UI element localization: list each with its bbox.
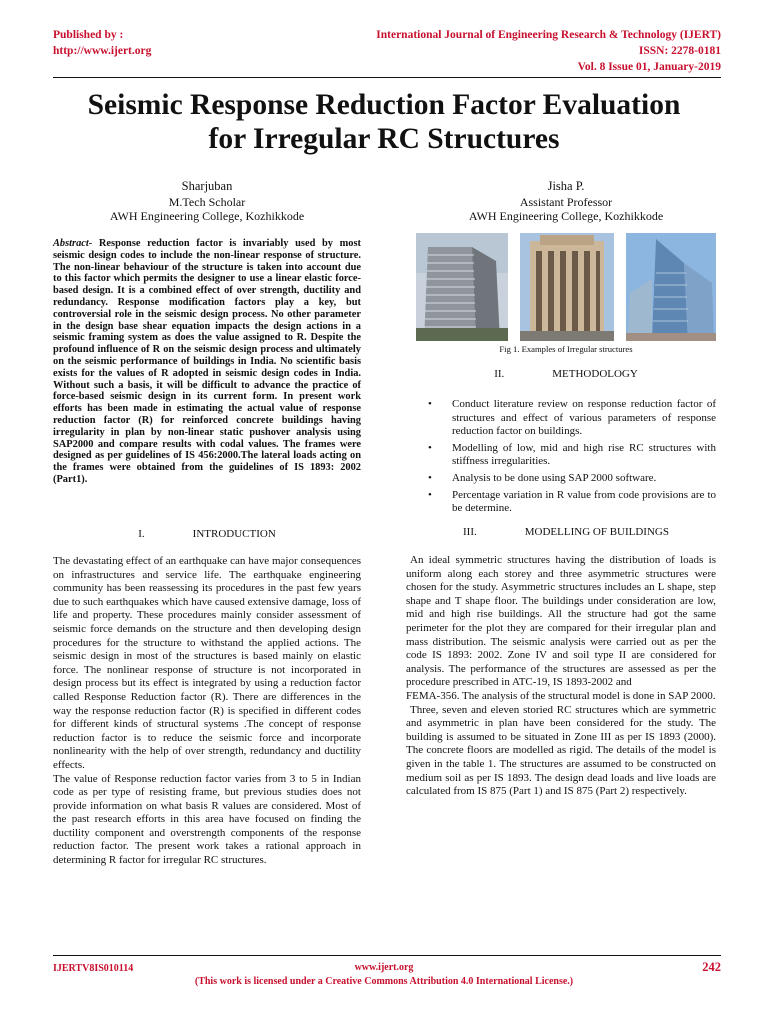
section-title: MODELLING OF BUILDINGS	[524, 526, 669, 538]
section-title: METHODOLOGY	[552, 368, 638, 380]
modelling-body	[406, 554, 716, 799]
abstract-label: Abstract-	[53, 238, 93, 249]
author-role: M.Tech Scholar	[168, 194, 246, 209]
footer-divider	[53, 955, 721, 956]
building-photo-2	[520, 233, 614, 341]
building-1-image	[416, 233, 508, 341]
license-note: (This work is licensed under a Creative Commons Attribution 4.0 International License.)	[194, 976, 574, 987]
paper-title	[40, 88, 728, 156]
building-photo-3	[626, 233, 716, 341]
page-number: 242	[702, 960, 721, 974]
building-2-image	[520, 233, 614, 341]
abstract	[53, 238, 361, 486]
author-affiliation: AWH Engineering College, Kozhikkode	[109, 209, 305, 223]
paragraph: The devastating effect of an earthquake can have major consequences on infrastructures and service life. The earthquake engineering community has been reassessing its procedures in the past few years due to such earthquakes which have caused extensive damage, loss of life and property. These procedures mainly consider assessment of seismic force demands on the structure and then developing design procedures for the structure to withstand the applied actions. The seismic design in most of the structures is based mainly on elastic force. The nonlinear response of structure is not incorporated in design process but its effect is integrated by using a reduction factor called Response Reduction factor (R). There are differences in the way the response reduction factor (R) is specified in different codes for different kinds of structural systems .The concept of response reduction factor is to reduce the seismic force and incorporate nonlinearity with the help of over strength, redundancy and ductility effects.	[53, 555, 361, 771]
list-item	[428, 472, 716, 486]
header-divider	[53, 77, 721, 78]
header-right	[376, 27, 721, 75]
author-name: Sharjuban	[181, 179, 233, 193]
section-title: INTRODUCTION	[192, 528, 276, 540]
issn: ISSN: 2278-0181	[638, 45, 721, 57]
list-item-text: Percentage variation in R value from code provisions are to be determine.	[452, 488, 716, 515]
section-heading-introduction	[53, 528, 361, 540]
building-3-image	[626, 233, 716, 341]
list-item	[428, 398, 716, 439]
author-2	[416, 179, 716, 224]
paper-code: IJERTV8IS010114	[53, 963, 134, 974]
journal-name: International Journal of Engineering Research & Technology (IJERT)	[376, 29, 721, 41]
section-number: II.	[494, 368, 505, 380]
figure-irregular-structures	[416, 233, 716, 341]
figure-caption: Fig 1. Examples of Irregular structures	[499, 344, 633, 354]
list-item	[428, 489, 716, 516]
section-number: III.	[463, 526, 477, 538]
list-item-text: Conduct literature review on response reduction factor of structures and effect of various parameters of response reduction factor on buildings.	[452, 398, 716, 438]
methodology-list	[428, 398, 716, 519]
header-left	[53, 27, 151, 59]
section-number: I.	[138, 528, 145, 540]
title-line-1: Seismic Response Reduction Factor Evaluation	[87, 89, 681, 121]
paragraph: An ideal symmetric structures having the distribution of loads is uniform along each storey and three asymmetric structures were chosen for the study. Asymmetric structures includes an L shape, step shape and T shape floor. The buildings under consideration are low, mid and high rise buildings. All the structure had got the same perimeter for the plot they are compared for their irregular plan and mass distribution. The seismic analysis were carried out as per the code IS 1893: 2002. Zone IV and soil type II are considered for analysis. The performance of the structures are assessed as per the procedure prescribed in ATC-19, IS 1893-2002 and	[406, 554, 716, 689]
section-heading-modelling	[416, 526, 716, 538]
paragraph: The value of Response reduction factor varies from 3 to 5 in Indian code as per type of resisting frame, but previous studies does not provide information on what basis R values are considered. Most of the past research efforts in this area have focused on finding the ductility component and overstrength components of the response reduction factor. The present work takes a rational approach in determining R factor for irregular RC structures.	[53, 772, 361, 867]
footer-url-link[interactable]: www.ijert.org	[354, 962, 414, 973]
list-item	[428, 442, 716, 469]
bullet-icon: •	[428, 398, 432, 410]
list-item-text: Analysis to be done using SAP 2000 software.	[452, 471, 657, 484]
list-item-text: Modelling of low, mid and high rise RC structures with stiffness irregularities.	[452, 441, 716, 468]
bullet-icon: •	[428, 441, 432, 454]
abstract-text: Response reduction factor is invariably used by most seismic design codes to include the non-linear response of structure. The non-linear behaviour of the structure is taken into account due to this factor which permits the designer to use a linear elastic force-based design. It is a combined effect of over strength, ductility and redundancy. Response modification factors play a key, but controversial role in the seismic design process. No other parameter in the design base shear equation impacts the design actions in a seismic framing system as does the value assigned to R. Despite the profound influence of R on the seismic design process and ultimately on the seismic performance of buildings in India. No scientific basis exists for the values of R adopted in seismic design codes in India. Without such a basis, it will be difficult to advance the practice of force-based seismic design in its current form. In present work efforts has been made in estimating the actual value of response reduction factor (R) for reinforced concrete buildings having irregularity in plan by non-linear static pushover analysis using SAP2000 and compare results with codal values. The frames were designed as per guidelines of IS 456:2000.The lateral loads acting on the frames were obtained from the guidelines of IS 1893: 2002 (Part1).	[53, 238, 361, 485]
section-heading-methodology	[416, 368, 716, 380]
volume-issue: Vol. 8 Issue 01, January-2019	[577, 61, 721, 73]
bullet-icon: •	[428, 488, 432, 501]
introduction-body	[53, 555, 361, 868]
paragraph: FEMA-356. The analysis of the structural model is done in SAP 2000.	[406, 689, 716, 702]
author-name: Jisha P.	[547, 179, 585, 193]
bullet-icon: •	[428, 471, 432, 484]
title-line-2: for Irregular RC Structures	[208, 123, 560, 155]
journal-url-link[interactable]: http://www.ijert.org	[53, 45, 152, 57]
published-by: Published by :	[53, 29, 124, 41]
author-1	[53, 179, 361, 224]
author-affiliation: AWH Engineering College, Kozhikkode	[468, 209, 664, 223]
paragraph: Three, seven and eleven storied RC structures which are symmetric and asymmetric in plan have been considered for the study. The building is assumed to be situated in Zone III as per IS 1893 (2000). The concrete floors are modelled as rigid. The details of the model is given in the table 1. The structures are assumed to be constructed on medium soil as per IS 1893. The design dead loads and live loads are calculated from IS 875 (Part 1) and IS 875 (Part 2) respectively.	[406, 703, 716, 798]
building-photo-1	[416, 233, 508, 341]
author-role: Assistant Professor	[519, 194, 613, 209]
